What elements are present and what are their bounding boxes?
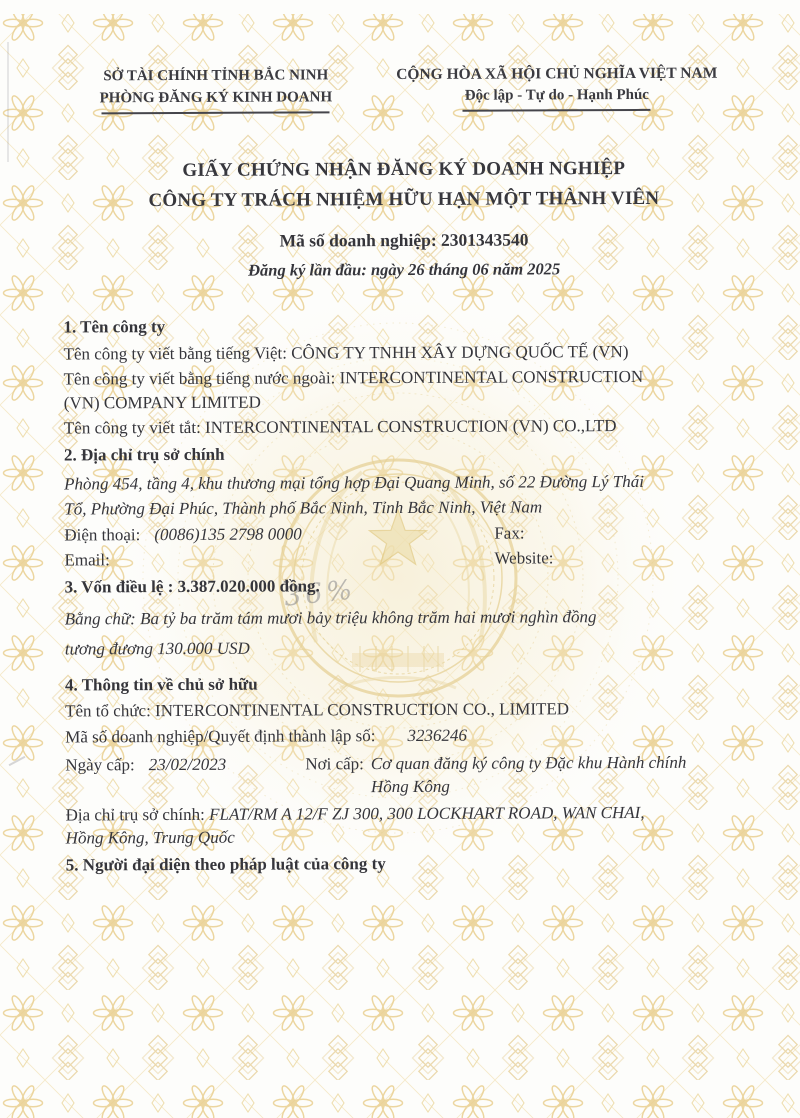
charter-capital-amount: 3.387.020.000 đồng. — [177, 576, 320, 596]
owner-issue-place-line1: Cơ quan đăng ký công ty Đặc khu Hành chính — [370, 752, 687, 773]
company-name-abbreviation — [64, 413, 746, 440]
owner-org-name-label: Tên tổ chức: — [65, 700, 151, 720]
document-title-line1: GIẤY CHỨNG NHẬN ĐĂNG KÝ DOANH NGHIỆP — [182, 158, 626, 181]
section-legal-representative-heading: 5. Người đại diện theo pháp luật của công ty — [65, 853, 386, 874]
enterprise-code-line — [63, 229, 745, 253]
company-name-foreign — [64, 364, 746, 416]
document-title-line2: CÔNG TY TRÁCH NHIỆM HỮU HẠN MỘT THÀNH VIÊN — [148, 187, 660, 212]
first-registration-line: Đăng ký lần đầu: ngày 26 tháng 06 năm 2025 — [248, 259, 561, 280]
owner-org-name-line — [65, 696, 747, 723]
charter-capital-label: 3. Vốn điều lệ : — [64, 577, 174, 597]
owner-reg-number-label: Mã số doanh nghiệp/Quyết định thành lập số: — [65, 726, 376, 747]
head-office-address-line1: Phòng 454, tầng 4, khu thương mại tổng hợp Đại Quang Minh, số 22 Đường Lý Thái — [64, 471, 644, 494]
head-office-address-line2: Tổ, Phường Đại Phúc, Thành phố Bắc Ninh, Tỉnh Bắc Ninh, Việt Nam — [64, 497, 543, 519]
section-head-office-heading: 2. Địa chỉ trụ sở chính — [63, 444, 225, 465]
phone-line — [64, 522, 494, 548]
owner-issue-date-label: Ngày cấp: — [65, 754, 135, 774]
charter-capital-in-words-line2: tương đương 130.000 USD — [64, 638, 250, 658]
company-name-abbreviation-value: INTERCONTINENTAL CONSTRUCTION (VN) CO.,LTD — [204, 415, 617, 437]
company-name-vietnamese — [63, 340, 745, 367]
email-label: Email: — [64, 549, 110, 569]
owner-reg-number-line — [65, 723, 747, 750]
enterprise-code-label: Mã số doanh nghiệp: — [279, 229, 437, 251]
fax-label: Fax: — [494, 523, 525, 543]
document-header — [62, 63, 744, 115]
charter-capital-line — [65, 573, 747, 600]
owner-address-value-line2: Hồng Kông, Trung Quốc — [65, 827, 235, 848]
company-name-foreign-value-line2: (VN) COMPANY LIMITED — [63, 392, 261, 413]
charter-capital-in-words-line1: Bằng chữ: Ba tỷ ba trăm tám mươi bảy triệu không trăm hai mươi nghìn đồng — [64, 606, 597, 628]
owner-address-value-line1: FLAT/RM A 12/F ZJ 300, 300 LOCKHART ROAD, WAN CHAI, — [209, 802, 645, 824]
pencil-annotation: 36% — [282, 574, 358, 613]
company-name-vietnamese-value: CÔNG TY TNHH XÂY DỰNG QUỐC TẾ (VN) — [291, 342, 629, 363]
company-name-vietnamese-label: Tên công ty viết bằng tiếng Việt: — [63, 343, 287, 364]
owner-issue-date — [65, 752, 305, 800]
national-motto-block — [369, 63, 744, 114]
owner-issue-place — [305, 750, 747, 799]
motto-underline — [463, 109, 651, 112]
phone-label: Điện thoại: — [64, 525, 141, 545]
email-website-row — [64, 545, 746, 572]
issuer-underline — [102, 111, 330, 114]
head-office-address — [64, 469, 746, 522]
owner-issue-place-label: Nơi cấp: — [305, 753, 364, 773]
owner-issue-row — [65, 750, 747, 800]
scan-edge-artifact — [7, 42, 9, 162]
owner-issue-place-line2: Hồng Kông — [370, 776, 450, 797]
national-motto: Độc lập - Tự do - Hạnh Phúc — [464, 86, 649, 104]
owner-reg-number-value: 3236246 — [407, 725, 467, 745]
company-name-foreign-label: Tên công ty viết bằng tiếng nước ngoài: — [63, 367, 336, 388]
issuer-office: PHÒNG ĐĂNG KÝ KINH DOANH — [99, 89, 333, 107]
company-name-abbreviation-label: Tên công ty viết tắt: — [63, 417, 201, 437]
phone-value: (0086)135 2798 0000 — [154, 524, 302, 545]
owner-address-line — [66, 800, 748, 850]
owner-address-label: Địa chỉ trụ sở chính: — [65, 804, 205, 824]
enterprise-code-value: 2301343540 — [440, 229, 529, 250]
section-company-name-heading: 1. Tên công ty — [63, 317, 166, 337]
owner-issue-place-value — [371, 750, 687, 798]
document-content — [62, 0, 748, 877]
issuing-authority-block — [62, 64, 369, 114]
owner-issue-date-value: 23/02/2023 — [148, 754, 227, 774]
phone-fax-row — [64, 521, 746, 548]
website-label: Website: — [494, 547, 554, 568]
document-title — [63, 154, 745, 217]
company-name-foreign-value-line1: INTERCONTINENTAL CONSTRUCTION — [339, 366, 644, 387]
owner-org-name-value: INTERCONTINENTAL CONSTRUCTION CO., LIMITED — [154, 698, 570, 720]
section-owner-heading: 4. Thông tin về chủ sở hữu — [64, 674, 258, 694]
issuer-department: SỞ TÀI CHÍNH TỈNH BẮC NINH — [103, 67, 329, 85]
national-title: CỘNG HÒA XÃ HỘI CHỦ NGHĨA VIỆT NAM — [396, 64, 718, 84]
